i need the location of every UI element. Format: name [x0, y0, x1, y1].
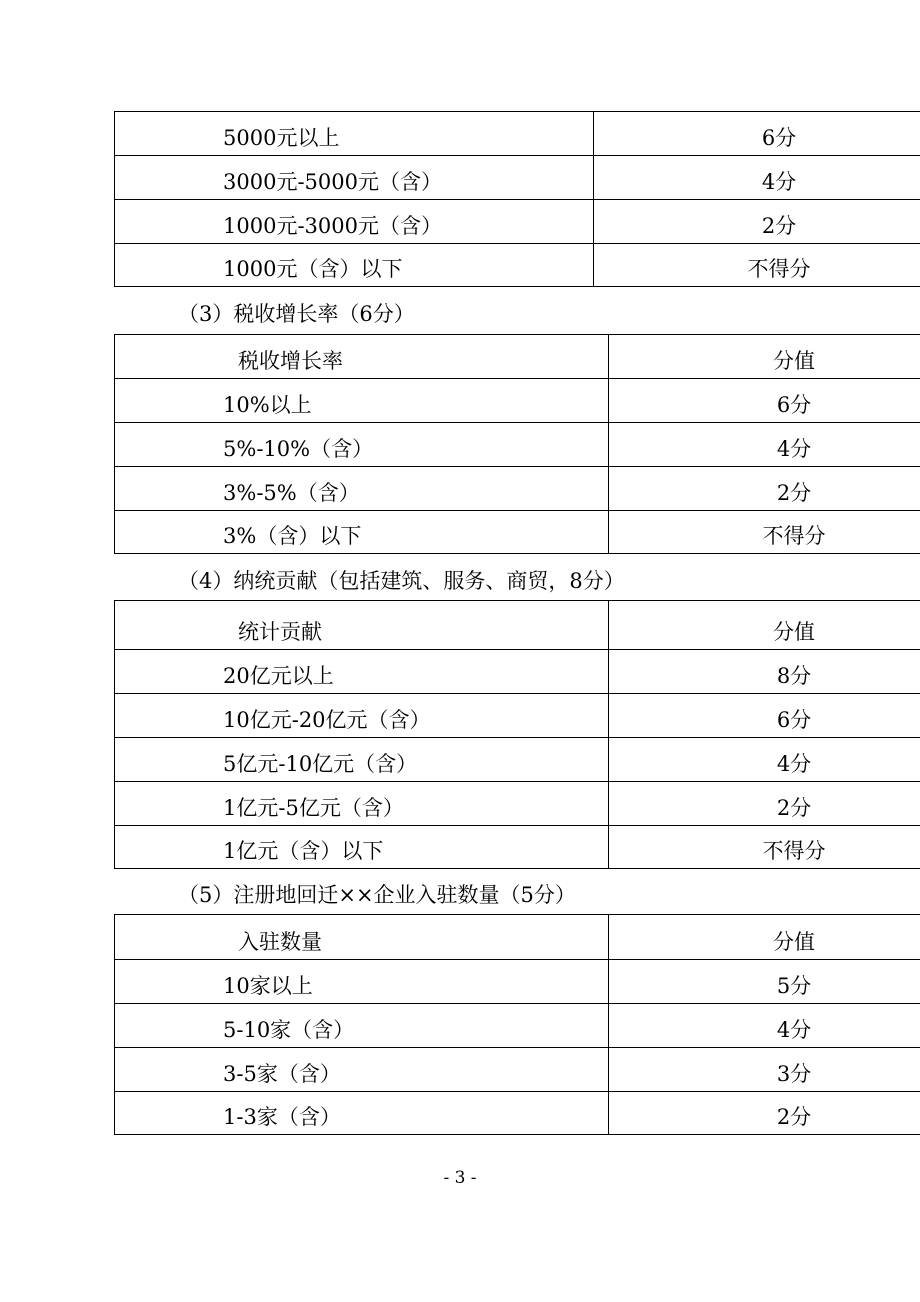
- range-cell: 20亿元以上: [115, 650, 609, 694]
- section-heading-3: （3）税收增长率（6分）: [178, 302, 415, 326]
- score-cell: 2分: [609, 467, 920, 511]
- table-row: [115, 1004, 920, 1048]
- page-number: - 3 -: [443, 1168, 477, 1188]
- score-table-1: [114, 111, 920, 287]
- header-col1: 入驻数量: [115, 915, 609, 960]
- score-table-5: [114, 914, 920, 1135]
- range-cell: 1000元（含）以下: [115, 244, 594, 287]
- header-col1: 统计贡献: [115, 601, 609, 650]
- range-cell: 1亿元（含）以下: [115, 826, 609, 869]
- range-cell: 1-3家（含）: [115, 1092, 609, 1135]
- table-row: [115, 200, 920, 244]
- range-cell: 3000元-5000元（含）: [115, 156, 594, 200]
- score-table-4: [114, 600, 920, 869]
- table-row: [115, 156, 920, 200]
- table-header-row: [115, 335, 920, 379]
- score-cell: 4分: [594, 156, 920, 200]
- score-cell: 3分: [609, 1048, 920, 1092]
- score-cell: 8分: [609, 650, 920, 694]
- table-header-row: [115, 601, 920, 650]
- range-cell: 3%（含）以下: [115, 511, 609, 554]
- range-cell: 5000元以上: [115, 112, 594, 156]
- table-row: [115, 826, 920, 869]
- score-cell: 6分: [609, 379, 920, 423]
- range-cell: 1亿元-5亿元（含）: [115, 782, 609, 826]
- score-cell: 2分: [609, 1092, 920, 1135]
- score-cell: 4分: [609, 423, 920, 467]
- section-heading-5: （5）注册地回迁××企业入驻数量（5分）: [178, 883, 576, 907]
- table-row: [115, 782, 920, 826]
- score-cell: 4分: [609, 738, 920, 782]
- score-cell: 6分: [609, 694, 920, 738]
- table-row: [115, 694, 920, 738]
- score-cell: 5分: [609, 960, 920, 1004]
- range-cell: 3-5家（含）: [115, 1048, 609, 1092]
- score-cell: 不得分: [594, 244, 920, 287]
- range-cell: 5亿元-10亿元（含）: [115, 738, 609, 782]
- range-cell: 3%-5%（含）: [115, 467, 609, 511]
- range-cell: 1000元-3000元（含）: [115, 200, 594, 244]
- range-cell: 10家以上: [115, 960, 609, 1004]
- section-heading-4: （4）纳统贡献（包括建筑、服务、商贸，8分）: [178, 569, 625, 593]
- table-row: [115, 1092, 920, 1135]
- score-cell: 2分: [594, 200, 920, 244]
- table-row: [115, 650, 920, 694]
- table-row: [115, 960, 920, 1004]
- range-cell: 5%-10%（含）: [115, 423, 609, 467]
- table-row: [115, 423, 920, 467]
- table-row: [115, 467, 920, 511]
- range-cell: 10%以上: [115, 379, 609, 423]
- header-col2: 分值: [609, 335, 920, 379]
- header-col2: 分值: [609, 915, 920, 960]
- table-row: [115, 738, 920, 782]
- score-cell: 不得分: [609, 511, 920, 554]
- range-cell: 5-10家（含）: [115, 1004, 609, 1048]
- header-col2: 分值: [609, 601, 920, 650]
- table-row: [115, 244, 920, 287]
- score-table-3: [114, 334, 920, 554]
- table-row: [115, 1048, 920, 1092]
- score-cell: 2分: [609, 782, 920, 826]
- score-cell: 4分: [609, 1004, 920, 1048]
- score-cell: 6分: [594, 112, 920, 156]
- table-row: [115, 379, 920, 423]
- range-cell: 10亿元-20亿元（含）: [115, 694, 609, 738]
- header-col1: 税收增长率: [115, 335, 609, 379]
- table-row: [115, 112, 920, 156]
- score-cell: 不得分: [609, 826, 920, 869]
- table-row: [115, 511, 920, 554]
- table-header-row: [115, 915, 920, 960]
